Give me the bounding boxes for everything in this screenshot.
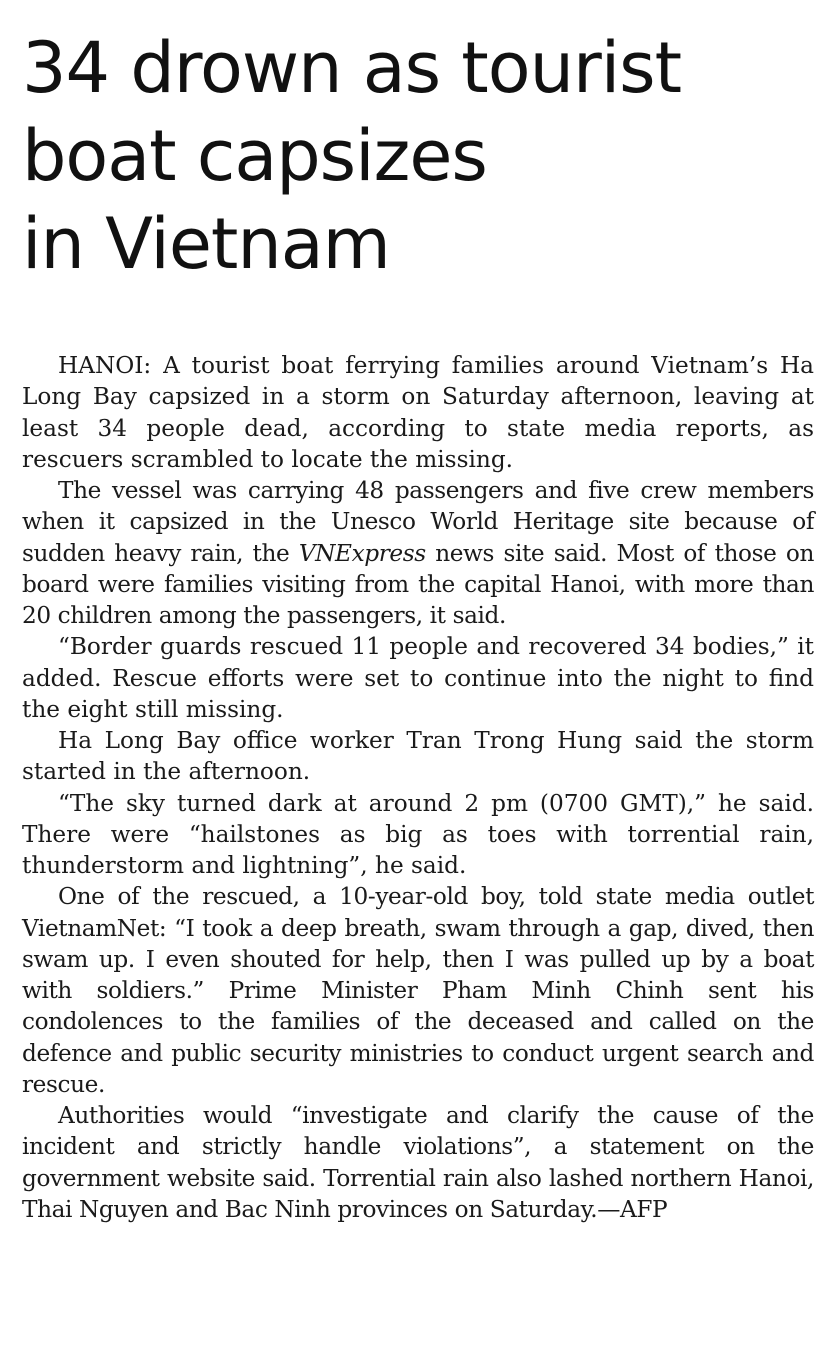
paragraph-dateline: HANOI: A tourist boat ferrying families around Vietnam’s Ha Long Bay capsized in a storm on Saturday afternoon, leaving at least 34 people dead, according to state media reports, as rescuers scrambled to locate the missing. (22, 352, 814, 473)
paragraph: Ha Long Bay office worker Tran Trong Hung said the storm started in the afternoon. (22, 727, 814, 786)
paragraph: One of the rescued, a 10-year-old boy, told state media outlet VietnamNet: “I took a deep breath, swam through a gap, dived, then swam up. I even shouted for help, then I was pulled up by a boat with soldiers.” Prime Minister Pham Minh Chinh sent his condolences to the families of the deceased and called on the defence and public security ministries to conduct urgent search and rescue. (22, 883, 814, 1098)
headline-line: boat capsizes (22, 115, 487, 197)
paragraph: “The sky turned dark at around 2 pm (0700 GMT),” he said. There were “hailstones as big as toes with torrential rain, thunderstorm and lightning”, he said. (22, 789, 814, 879)
headline (22, 24, 814, 288)
paragraph-text: news site said. Most of those on board were families visiting from the capital Hanoi, with more than 20 children among the passengers, it said. (22, 539, 814, 629)
paragraph (22, 475, 814, 631)
paragraph: “Border guards rescued 11 people and recovered 34 bodies,” it added. Rescue efforts were set to continue into the night to find the eight still missing. (22, 633, 814, 723)
article-body (22, 350, 814, 1225)
headline-line: in Vietnam (22, 203, 390, 285)
article-header (22, 24, 814, 288)
paragraph-text: The vessel was carrying 48 passengers and five crew members when it capsized in the Unesco World Heritage site because of sudden heavy rain, the (22, 477, 814, 567)
headline-line: 34 drown as tourist (22, 27, 682, 109)
paragraph-closing: Authorities would “investigate and clarify the cause of the incident and strictly handle violations”, a statement on the government website said. Torrential rain also lashed northern Hanoi, Thai Nguyen and Bac Ninh provinces on Saturday.—AFP (22, 1102, 814, 1223)
publication-name: VNExpress (298, 539, 426, 567)
